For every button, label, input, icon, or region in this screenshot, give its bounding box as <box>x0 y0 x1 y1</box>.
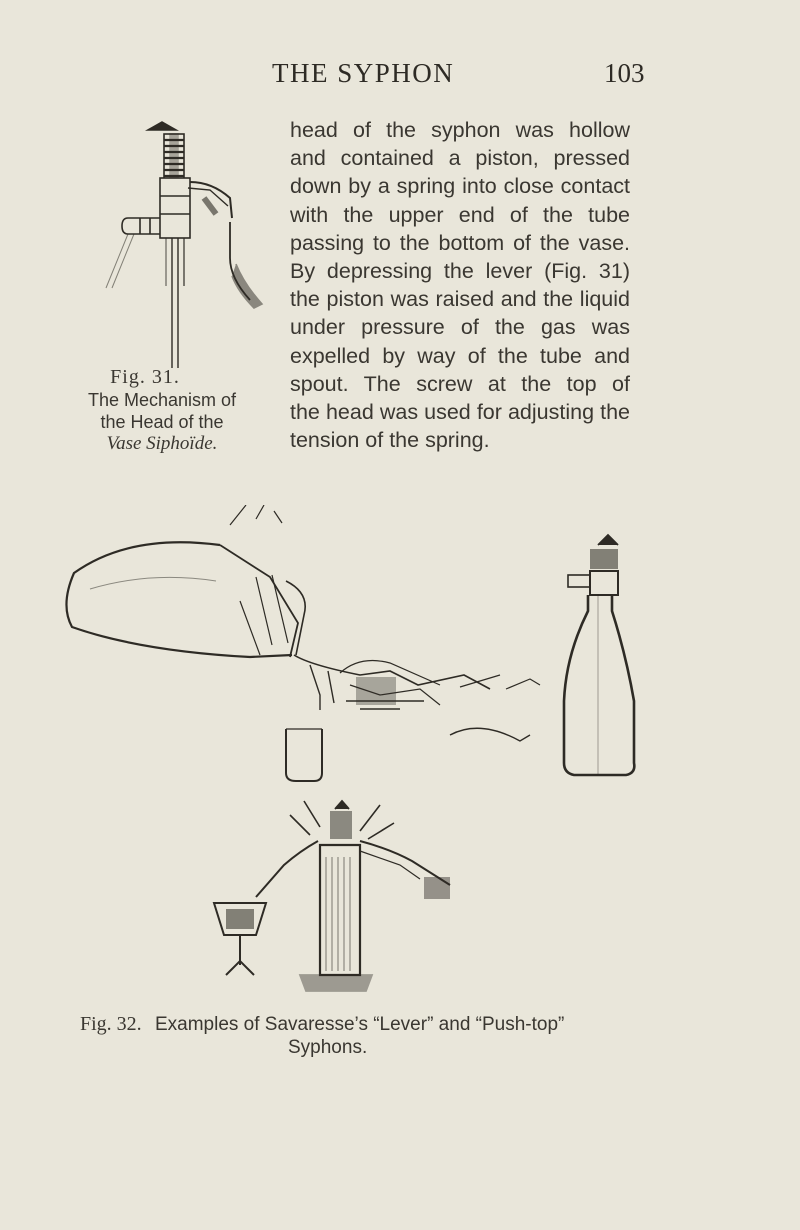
body-paragraph <box>290 116 630 454</box>
body-line: tension of the spring. <box>290 428 490 453</box>
body-line: spout. The screw at the top of <box>290 371 630 396</box>
body-line: the piston was raised and the liquid <box>290 287 630 312</box>
body-line: head of the syphon was hollow <box>290 118 630 142</box>
body-line: and contained a piston, pressed <box>290 146 630 171</box>
figure-32-label: Fig. 32. <box>80 1013 142 1035</box>
running-head <box>0 58 800 98</box>
body-line: under pressure of the gas was <box>290 315 630 340</box>
figure-32-caption-text: Examples of Savaresse’s “Lever” and “Push-top” <box>154 1014 565 1035</box>
body-line: By depressing the lever (Fig. 31) <box>290 259 630 284</box>
body-line: passing to the bottom of the vase. <box>290 230 630 255</box>
body-line: the head was used for adjusting the <box>290 400 630 425</box>
figure-32-caption-line-1 <box>80 1013 780 1036</box>
figure-31-illustration <box>100 118 270 368</box>
figure-31-caption <box>52 366 272 455</box>
figure-31-label: Fig. 31. <box>110 366 180 388</box>
figure-31-subtitle: Vase Siphoïde. <box>106 433 218 454</box>
body-line: with the upper end of the tube <box>290 202 630 227</box>
figure-31-title-line-2: the Head of the <box>100 412 224 432</box>
running-title: THE SYPHON <box>272 58 455 88</box>
page-number: 103 <box>604 58 645 88</box>
body-line: down by a spring into close contact <box>290 174 630 199</box>
figure-32-caption-line-2: Syphons. <box>288 1037 368 1058</box>
figure-32-caption <box>80 1013 780 1058</box>
figure-32-illustration <box>60 505 780 995</box>
figure-31-title-line-1: The Mechanism of <box>87 390 237 410</box>
body-line: expelled by way of the tube and <box>290 343 630 368</box>
